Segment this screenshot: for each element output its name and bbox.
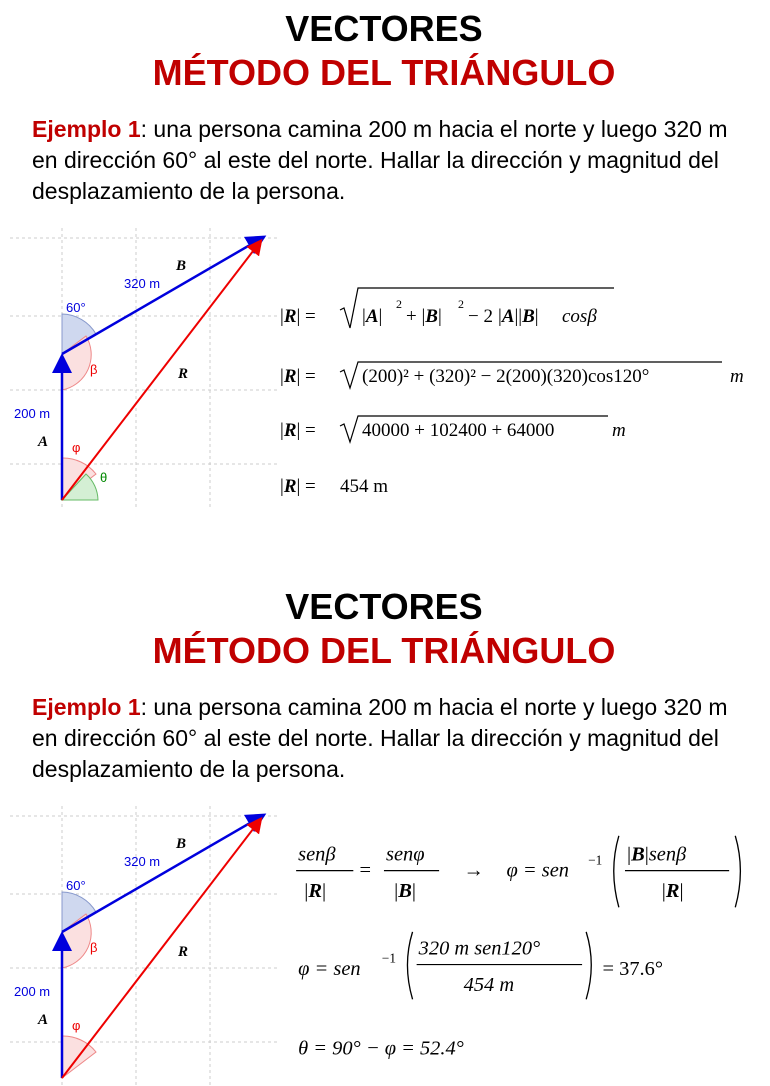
slide-subtitle: MÉTODO DEL TRIÁNGULO [152,52,616,93]
label-R: R [178,944,189,960]
phi-eq: φ = sen [506,859,569,882]
svg-text:|R| =: |R| = [280,306,316,327]
example-label: Ejemplo 1 [32,694,141,720]
svg-text:=: = [359,859,371,882]
label-phi: φ [72,1018,81,1033]
svg-text:|R| =: |R| = [280,476,316,497]
label-beta: β [90,940,98,955]
eq1-rhs: (200)² + (320)² − 2(200)(320)cos120° [362,366,650,387]
example-paragraph [32,114,744,207]
slide-title: VECTORES [285,586,483,627]
partial-equation: θ = 90° − φ = 52.4° [298,1037,464,1060]
eq2-rhs: 40000 + 102400 + 64000 [362,420,555,441]
svg-text:|R| =: |R| = [280,420,316,441]
sen-beta: senβ [298,843,336,866]
label-phi: φ [72,440,81,455]
law-of-sines-equations [290,808,770,1068]
label-A: A [38,1012,49,1028]
svg-text:φ = sen: φ = sen [298,957,361,980]
label-200m: 200 m [14,406,51,421]
eq2-unit: m [612,420,626,441]
svg-text:|R|: |R| [304,880,327,903]
slide-2 [0,578,768,1060]
eq0-minus: − 2 [468,306,493,327]
vector-B [62,816,262,932]
svg-text:|R|: |R| [661,880,684,903]
vector-triangle-diagram [10,806,280,1086]
arrow: → [463,859,485,882]
svg-text:|B|: |B| [394,880,416,903]
slide-title: VECTORES [285,8,483,49]
label-60: 60° [66,878,86,893]
example-text: : una persona camina 200 m hacia el norte y luego 320 m en dirección 60° al este del norte. Hallar la dirección y magnitud del desplazamiento de la persona. [32,116,728,204]
label-A: A [38,434,49,450]
law-of-cosines-equations [278,270,758,530]
sen-phi: senφ [386,843,425,866]
label-320m: 320 m [124,276,161,291]
label-320m: 320 m [124,854,161,869]
svg-text:2: 2 [396,297,402,311]
svg-text:−1: −1 [381,950,397,966]
label-beta: β [90,362,98,377]
label-60: 60° [66,300,86,315]
inverse-1: −1 [588,852,603,868]
vector-triangle-diagram [10,228,280,508]
label-R: R [178,366,189,382]
label-B: B [176,836,187,852]
svg-text:|B|senβ: |B|senβ [627,843,687,866]
example-paragraph [32,692,744,785]
svg-text:+ |B|: + |B| [406,306,442,327]
svg-text:2: 2 [458,297,464,311]
eq0-cos: cosβ [562,306,597,327]
example-text: : una persona camina 200 m hacia el norte y luego 320 m en dirección 60° al este del norte. Hallar la dirección y magnitud del desplazamiento de la persona. [32,694,728,782]
slide-subtitle: MÉTODO DEL TRIÁNGULO [152,630,616,671]
eq1-unit: m [730,366,744,387]
vector-B [62,238,262,354]
result2: = 37.6° [602,957,663,980]
den2: 454 m [463,974,515,997]
eq3-rhs: 454 m [340,476,389,497]
svg-text:|A|: |A| [362,306,383,327]
label-B: B [176,258,187,274]
label-200m: 200 m [14,984,51,999]
label-theta: θ [100,470,108,485]
svg-text:|A||B|: |A||B| [498,306,539,327]
num2: 320 m sen120° [418,937,541,960]
svg-text:|R| =: |R| = [280,366,316,387]
example-label: Ejemplo 1 [32,116,141,142]
